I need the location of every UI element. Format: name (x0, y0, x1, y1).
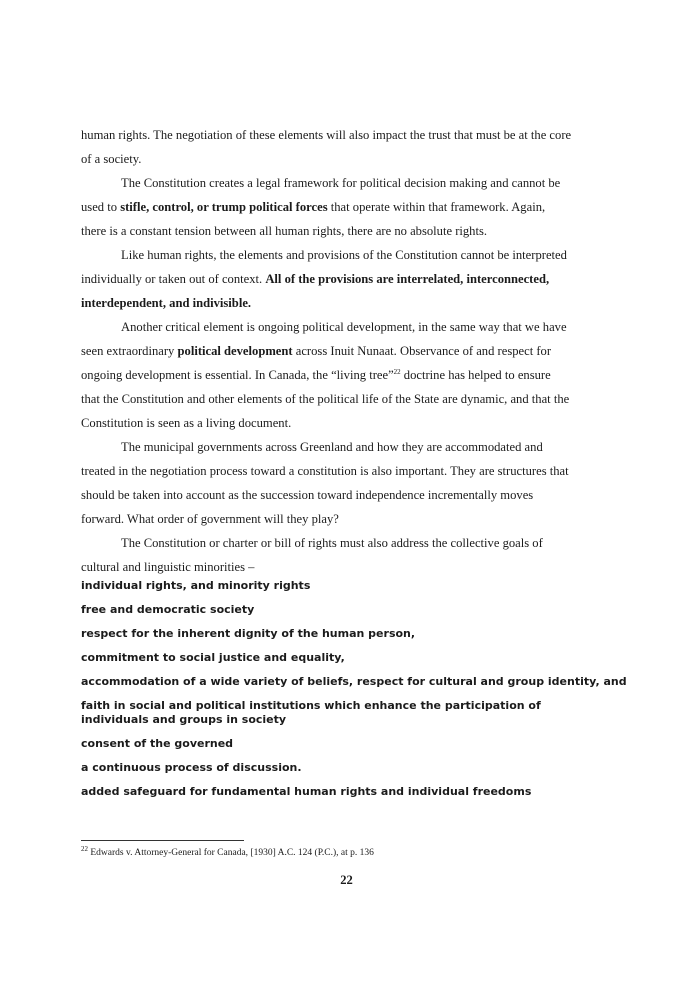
bold-text: political development (177, 344, 293, 358)
list-item: consent of the governed (81, 736, 234, 750)
bold-text: interdependent, and indivisible. (81, 296, 252, 310)
text-run: forward. What order of government will they play? (81, 512, 339, 526)
footnote-marker: 22 (81, 844, 88, 853)
text-line (81, 195, 611, 219)
text-line (81, 291, 611, 315)
text-run: that the Constitution and other elements of the political life of the State are dynamic, and that the (81, 392, 570, 406)
paragraph (81, 435, 611, 531)
text-run: individually or taken out of context. (81, 272, 266, 286)
text-line (81, 459, 611, 483)
text-line (81, 483, 611, 507)
rights-list (81, 579, 627, 798)
text-run: used to (81, 200, 121, 214)
text-run: should be taken into account as the succession toward independence incrementally moves (81, 488, 534, 502)
text-line (81, 315, 611, 339)
text-run: across Inuit Nunaat. Observance of and respect for (292, 344, 552, 358)
footnote-separator (81, 840, 244, 841)
text-line (81, 339, 611, 363)
text-line (81, 555, 611, 579)
paragraph (81, 171, 611, 243)
list-item: respect for the inherent dignity of the human person, (81, 627, 416, 640)
text-line (81, 531, 611, 555)
text-run: The Constitution or charter or bill of rights must also address the collective goals of (121, 536, 543, 550)
text-run: doctrine has helped to ensure (400, 368, 551, 382)
list-item: added safeguard for fundamental human rights and individual freedoms (81, 784, 532, 798)
text-line (81, 123, 611, 147)
text-line (81, 267, 611, 291)
text-line (81, 387, 611, 411)
text-line (81, 507, 611, 531)
list-item: commitment to social justice and equality, (81, 651, 345, 664)
list-item: free and democratic society (81, 603, 255, 616)
footnote (81, 844, 374, 859)
text-run: Another critical element is ongoing political development, in the same way that we have (121, 320, 567, 334)
text-run: ongoing development is essential. In Canada, the “living tree” (81, 368, 394, 382)
text-run: seen extraordinary (81, 344, 178, 358)
bold-text: All of the provisions are interrelated, interconnected, (265, 272, 550, 286)
paragraph (81, 123, 611, 171)
footnote-reference: 22 (393, 367, 401, 376)
paragraph (81, 531, 611, 579)
text-line (81, 243, 611, 267)
text-run: human rights. The negotiation of these elements will also impact the trust that must be at the core (81, 128, 572, 142)
text-run: The municipal governments across Greenland and how they are accommodated and (121, 440, 543, 454)
body-text (81, 123, 627, 809)
text-line (81, 363, 611, 387)
text-run: of a society. (81, 152, 142, 166)
paragraph (81, 243, 611, 315)
list-item: a continuous process of discussion. (81, 760, 302, 774)
text-run: cultural and linguistic minorities – (81, 560, 255, 574)
text-line (81, 147, 611, 171)
list-item: individual rights, and minority rights (81, 579, 311, 592)
text-run: there is a constant tension between all human rights, there are no absolute rights. (81, 224, 488, 238)
footnote-text: Edwards v. Attorney-General for Canada, [1930] A.C. 124 (P.C.), at p. 136 (88, 848, 374, 858)
text-line (81, 411, 611, 435)
list-item: accommodation of a wide variety of beliefs, respect for cultural and group identity, and (81, 675, 627, 688)
list-item: faith in social and political institutions which enhance the participation of individuals and groups in society (81, 699, 541, 726)
paragraph (81, 315, 611, 435)
bold-text: stifle, control, or trump political forces (120, 200, 328, 214)
text-run: Constitution is seen as a living document. (81, 416, 292, 430)
text-line (81, 435, 611, 459)
text-run: treated in the negotiation process toward a constitution is also important. They are structures that (81, 464, 569, 478)
text-line (81, 171, 611, 195)
text-run: The Constitution creates a legal framework for political decision making and cannot be (121, 176, 561, 190)
text-run: Like human rights, the elements and provisions of the Constitution cannot be interpreted (121, 248, 567, 262)
text-line (81, 219, 611, 243)
text-run: that operate within that framework. Again, (327, 200, 546, 214)
page-number: 22 (340, 873, 353, 887)
